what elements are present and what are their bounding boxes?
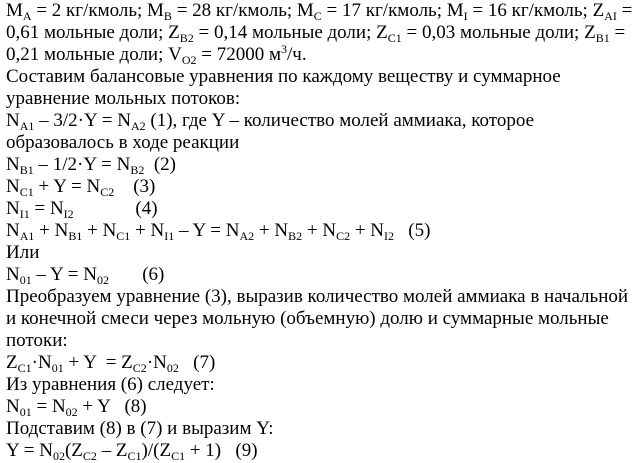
given-data-line-1: $M_A = 2$ кг/кмоль; $M_B = 28$ кг/кмоль; $M_C = 17$ кг/кмоль; $M_I = 16$ кг/кмоль; $Z_{AI}$ = [6,0,633,23]
given-data-line-2: 0,61 мольные доли; $Z_{B2} = 0,14$ мольные доли; $Z_{C1} = 0,03$ мольные доли; $Z_{B1}$ = [6,22,626,45]
paragraph-line: Подставим (8) в (7) и выразим Y: [6,418,274,439]
paragraph-line: Из уравнения (6) следует: [6,374,215,395]
paragraph-line: потоки: [6,330,68,351]
paragraph-line: Составим балансовые уравнения по каждому веществу и суммарное [6,66,561,87]
equation-6: $N_{01} - Y = N_{02}$ (6) [6,264,165,287]
paragraph-line: уравнение мольных потоков: [6,88,241,109]
equation-1: $N_{A1} - 3/2\cdot Y = N_{A2}$ (1), где Y – количество молей аммиака, которое [6,110,535,133]
paragraph-line: Преобразуем уравнение (3), выразив количество молей аммиака в начальной [6,286,629,307]
equation-9: $Y = N_{02}(Z_{C2} - Z_{C1})/(Z_{C1} + 1)$ (9) [6,440,258,463]
paragraph-line: образовалось в ходе реакции [6,132,240,153]
equation-4: $N_{I1} = N_{I2}$ (4) [6,198,158,221]
equation-2: $N_{B1} - 1/2\cdot Y = N_{B2}$ (2) [6,154,176,177]
equation-5: $N_{A1} + N_{B1} + N_{C1} + N_{I1} - Y = N_{A2} + N_{B2} + N_{C2} + N_{I2}$ (5) [6,220,431,243]
given-data-line-3: 0,21 мольные доли; $V_{O2} = 72000$ $м^3/ч$. [6,42,307,67]
equation-7: $Z_{C1}\cdot N_{01} + Y = Z_{C2}\cdot N_{02}$ (7) [6,352,216,375]
equation-8: $N_{01} = N_{02} + Y$ (8) [6,396,147,419]
equation-3: $N_{C1} + Y = N_{C2}$ (3) [6,176,156,199]
paragraph-line: Или [6,242,40,263]
paragraph-line: и конечной смеси через мольную (объемную) долю и суммарные мольные [6,308,609,329]
